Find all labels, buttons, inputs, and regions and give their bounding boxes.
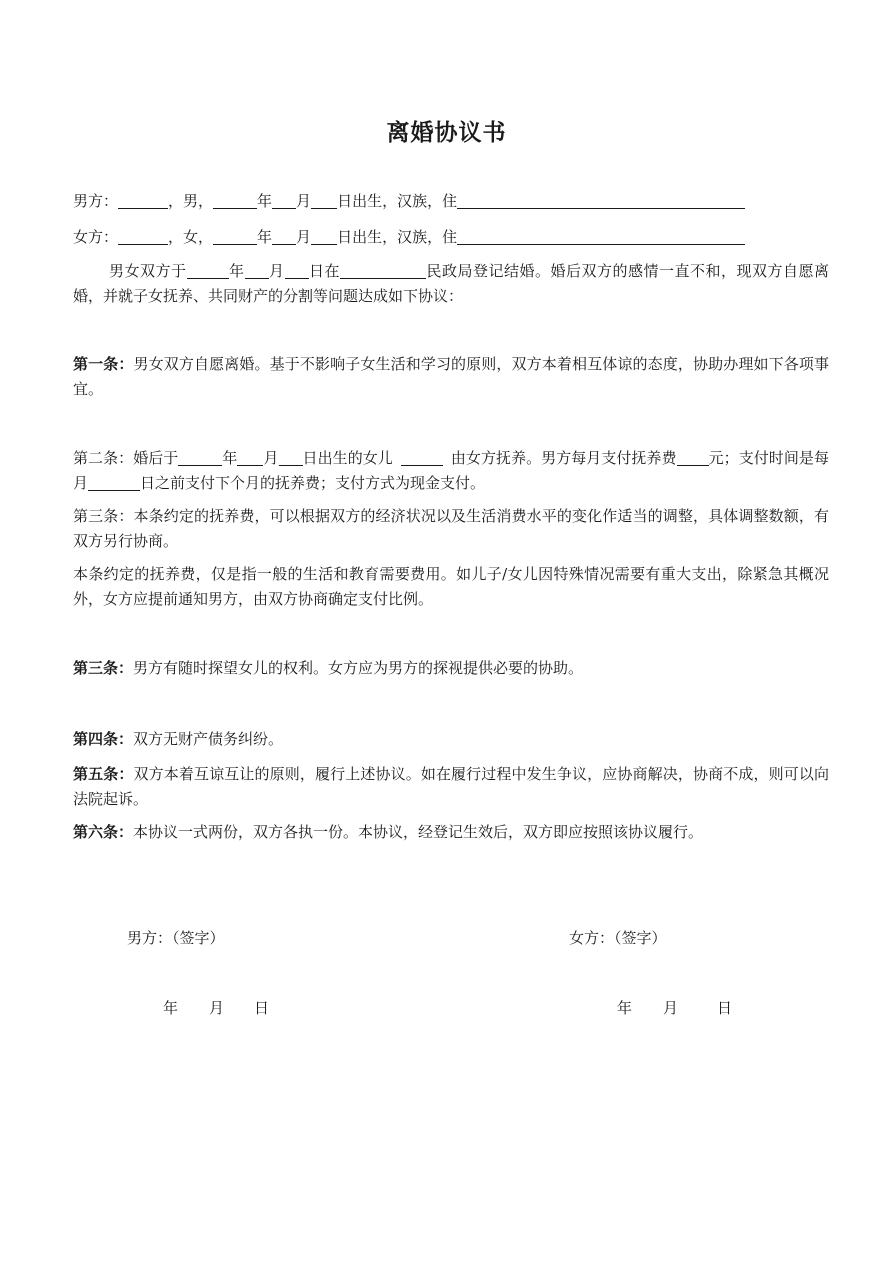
female-label: 女方： — [73, 228, 119, 246]
article-5-text: 双方本着互谅互让的原则，履行上述协议。如在履行过程中发生争议，应协商解决，协商不成，则可以向法院起诉。 — [73, 765, 829, 808]
male-label: 男方： — [73, 192, 119, 210]
male-month-label: 月 — [296, 192, 312, 210]
female-address-blank[interactable] — [457, 227, 745, 245]
intro-text-2: 民政局登记结婚。婚后双方的感情一直不和，现双方自愿离婚，并就子女抚养、共同财产的分割等问题达成如下协议： — [73, 262, 829, 305]
marriage-day-blank[interactable] — [285, 261, 309, 279]
article-6-label: 第六条： — [73, 823, 134, 841]
male-name-blank[interactable] — [118, 191, 168, 209]
article-2-text-5: 日之前支付下个月的抚养费；支付方式为现金支付。 — [140, 474, 486, 492]
male-party-line — [73, 189, 829, 214]
article-4-label: 第四条： — [73, 730, 134, 748]
civil-affairs-bureau-blank[interactable] — [340, 261, 426, 279]
article-1-text: 男女双方自愿离婚。基于不影响子女生活和学习的原则，双方本着相互体谅的态度，协助办理如下各项事宜。 — [73, 355, 829, 398]
article-2-text-2: 日出生的女儿 — [302, 449, 393, 467]
support-note-paragraph: 本条约定的抚养费，仅是指一般的生活和教育需要费用。如儿子/女儿因特殊情况需要有重大支出，除紧急其概况外，女方应提前通知男方，由双方协商确定支付比例。 — [73, 565, 829, 608]
daughter-name-blank[interactable] — [401, 448, 443, 466]
support-amount-blank[interactable] — [677, 448, 709, 466]
article-2-text-4: 元；支付时间是每月 — [73, 449, 829, 492]
male-birth-month-blank[interactable] — [272, 191, 296, 209]
intro-day-label: 日在 — [308, 262, 340, 280]
article-3b-label: 第三条： — [73, 659, 134, 677]
marriage-month-blank[interactable] — [245, 261, 269, 279]
male-date-year: 年 — [163, 999, 179, 1017]
payment-day-blank[interactable] — [88, 473, 140, 491]
article-3a-label: 第三条： — [73, 507, 134, 525]
marriage-year-blank[interactable] — [187, 261, 229, 279]
article-3b-text: 男方有随时探望女儿的权利。女方应为男方的探视提供必要的协助。 — [133, 659, 584, 677]
intro-month-label: 月 — [268, 262, 285, 280]
article-2 — [73, 446, 829, 496]
female-birth-day-blank[interactable] — [311, 227, 337, 245]
intro-year-label: 年 — [228, 262, 245, 280]
daughter-birth-year-blank[interactable] — [178, 448, 222, 466]
male-address-blank[interactable] — [457, 191, 745, 209]
article-1 — [73, 352, 829, 402]
female-month-label: 月 — [296, 228, 312, 246]
female-birth-month-blank[interactable] — [272, 227, 296, 245]
female-party-line — [73, 225, 829, 250]
female-gender: ，女， — [168, 228, 214, 246]
article-3-visitation — [73, 656, 829, 681]
article-6 — [73, 820, 829, 845]
daughter-birth-month-blank[interactable] — [237, 448, 263, 466]
male-birth-day-blank[interactable] — [311, 191, 337, 209]
male-date-day: 日 — [254, 999, 270, 1017]
article-2-text-1: 婚后于 — [133, 449, 179, 467]
article-5-label: 第五条： — [73, 765, 134, 783]
article-1-label: 第一条： — [73, 355, 134, 373]
female-date-month: 月 — [663, 999, 679, 1017]
article-2-month-label: 月 — [263, 449, 279, 467]
article-2-label: 第二条： — [73, 449, 134, 467]
female-date-day: 日 — [717, 999, 733, 1017]
male-year-label: 年 — [257, 192, 273, 210]
male-day-label: 日出生，汉族，住 — [337, 192, 458, 210]
female-signature-date — [617, 996, 732, 1021]
article-6-text: 本协议一式两份，双方各执一份。本协议，经登记生效后，双方即应按照该协议履行。 — [133, 823, 704, 841]
daughter-birth-day-blank[interactable] — [279, 448, 303, 466]
intro-paragraph — [73, 259, 829, 309]
article-5 — [73, 762, 829, 812]
male-signature-label: 男方：（签字） — [127, 929, 225, 947]
female-year-label: 年 — [257, 228, 273, 246]
article-3a-text: 本条约定的抚养费，可以根据双方的经济状况以及生活消费水平的变化作适当的调整，具体调整数额，有双方另行协商。 — [73, 507, 829, 550]
female-date-year: 年 — [617, 999, 633, 1017]
male-date-month: 月 — [209, 999, 225, 1017]
article-2-year-label: 年 — [222, 449, 238, 467]
male-birth-year-blank[interactable] — [213, 191, 257, 209]
female-day-label: 日出生，汉族，住 — [337, 228, 458, 246]
article-2-text-3: 由女方抚养。男方每月支付抚养费 — [450, 449, 677, 467]
male-signature-date — [163, 996, 269, 1021]
article-4 — [73, 727, 829, 752]
female-birth-year-blank[interactable] — [213, 227, 257, 245]
article-4-text: 双方无财产债务纠纷。 — [133, 730, 284, 748]
female-signature-label: 女方：（签字） — [569, 929, 667, 947]
intro-text-1: 男女双方于 — [109, 262, 187, 280]
document-title: 离婚协议书 — [386, 120, 507, 146]
article-3-adjustment — [73, 504, 829, 554]
male-gender: ，男， — [168, 192, 214, 210]
female-name-blank[interactable] — [118, 227, 168, 245]
